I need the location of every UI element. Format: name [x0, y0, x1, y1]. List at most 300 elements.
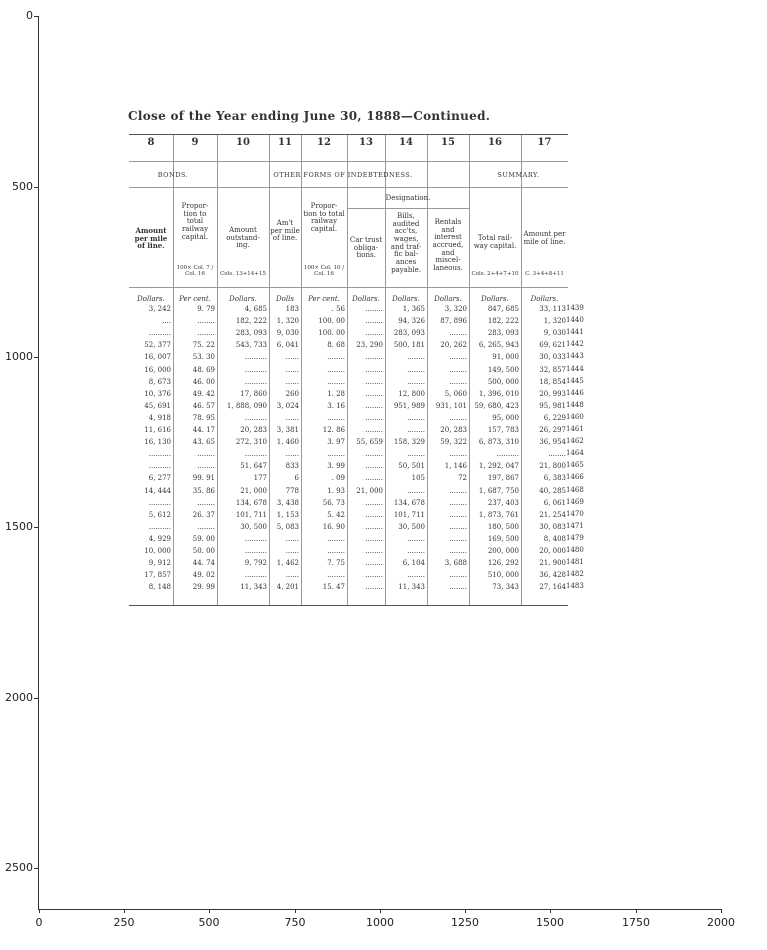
group-header-other: OTHER FORMS OF INDEBTEDNESS.: [273, 171, 413, 179]
table-cell: 101, 711: [393, 510, 425, 519]
table-cell: 36, 428: [539, 571, 566, 580]
x-tick-mark: [39, 909, 40, 913]
table-cell: ........: [327, 450, 345, 459]
table-cell: 1, 462: [276, 559, 299, 568]
table-cell: 6, 229: [543, 413, 566, 422]
table-cell: 3, 438: [276, 498, 299, 507]
table-cell: ........: [407, 365, 425, 374]
table-cell: 9. 79: [197, 305, 215, 313]
table-cell: 16. 90: [322, 522, 345, 531]
row-number: 1482: [566, 570, 584, 579]
table-cell: 59. 00: [192, 534, 215, 543]
unit-label: Dollars.: [481, 295, 509, 303]
table-cell: 5, 083: [276, 522, 299, 531]
table-cell: 30, 500: [240, 522, 267, 531]
table-cell: 8. 68: [327, 341, 345, 350]
y-tick-mark: [34, 357, 38, 358]
column-number: 12: [317, 137, 331, 148]
table-cell: 6, 061: [543, 498, 566, 507]
table-cell: ......: [285, 413, 299, 422]
table-cell: 8, 408: [543, 534, 566, 543]
table-cell: 23, 290: [356, 341, 383, 350]
x-tick-mark: [550, 909, 551, 913]
table-cell: ........: [365, 353, 383, 362]
x-tick-label: 1250: [451, 916, 479, 929]
formula: 100× Col. 7 / Col. 16: [176, 265, 214, 278]
table-cell: ........: [197, 462, 215, 471]
table-cell: 35. 86: [192, 486, 215, 495]
table-cell: ........: [407, 534, 425, 543]
table-cell: ........: [197, 317, 215, 326]
table-cell: 126, 292: [487, 559, 519, 568]
table-cell: ........: [365, 510, 383, 519]
table-cell: ........: [365, 389, 383, 398]
table-cell: 6, 277: [148, 474, 171, 483]
table-cell: 778: [285, 486, 299, 495]
table-cell: 5. 42: [327, 510, 345, 519]
row-number: 1466: [566, 473, 584, 482]
table-cell: ........: [197, 329, 215, 338]
y-tick-label: 0: [26, 9, 33, 22]
table-cell: ..........: [148, 522, 171, 531]
x-tick-label: 1500: [536, 916, 564, 929]
table-cell: 48. 69: [192, 365, 215, 374]
row-number: 1483: [566, 582, 584, 591]
table-cell: 26. 37: [192, 510, 215, 519]
table-cell: 157, 783: [487, 426, 519, 434]
table-cell: 52, 377: [144, 341, 171, 350]
row-number: 1448: [566, 400, 584, 409]
group-header-summary: SUMMARY.: [497, 171, 540, 179]
table-cell: ......: [285, 377, 299, 386]
table-cell: 51, 647: [240, 462, 267, 471]
table-cell: ..........: [244, 413, 267, 422]
row-number: 1464: [566, 449, 584, 458]
table-cell: ..........: [244, 365, 267, 374]
table-cell: 1, 873, 761: [478, 510, 519, 519]
table-cell: 6, 265, 943: [478, 341, 519, 350]
table-cell: ........: [197, 522, 215, 531]
unit-label: Per cent.: [179, 295, 211, 303]
subheader: Amount per mile of line.: [134, 226, 168, 251]
header-rule: [129, 287, 568, 288]
table-cell: 101, 711: [235, 510, 267, 519]
table-cell: 10, 000: [144, 547, 171, 555]
table-cell: ..........: [244, 547, 267, 555]
subheader: Total rail- way capital.: [473, 234, 517, 250]
table-cell: ..........: [244, 353, 267, 362]
table-cell: 1, 146: [444, 462, 467, 471]
table-cell: ........: [365, 317, 383, 326]
table-cell: ........: [365, 377, 383, 386]
unit-label: Per cent.: [308, 295, 340, 303]
table-cell: 12. 86: [322, 426, 345, 434]
table-cell: 17, 857: [144, 571, 171, 580]
table-cell: ..........: [148, 329, 171, 338]
table-cell: 260: [285, 389, 299, 398]
table-cell: 16, 000: [144, 365, 171, 374]
table-cell: ........: [365, 559, 383, 568]
table-cell: ........: [449, 498, 467, 507]
y-tick-label: 1500: [5, 520, 33, 533]
table-cell: 32, 857: [539, 365, 566, 374]
table-cell: 272, 310: [235, 438, 267, 447]
unit-label: Dollars.: [392, 295, 420, 303]
table-cell: ..........: [148, 462, 171, 471]
table-cell: 12, 800: [398, 389, 425, 398]
column-number: 15: [441, 137, 455, 148]
table-cell: . 56: [331, 305, 345, 313]
y-tick-label: 500: [12, 180, 33, 193]
column-number: 8: [147, 137, 155, 148]
table-cell: 5, 612: [148, 510, 171, 519]
table-cell: 87, 896: [440, 317, 467, 326]
subheader: Rentals and interest accrued, and miscel- laneous.: [432, 218, 464, 273]
table-cell: ........: [449, 583, 467, 592]
table-cell: 10, 376: [144, 389, 171, 398]
formula: 100× Col. 10 / Col. 16: [303, 265, 345, 278]
table-cell: ..........: [244, 377, 267, 386]
column-number: 16: [488, 137, 502, 148]
table-cell: ......: [285, 534, 299, 543]
table-cell: 3. 97: [327, 438, 345, 447]
table-cell: 3, 381: [276, 426, 299, 434]
table-cell: 72: [458, 474, 467, 483]
table-cell: 15. 47: [322, 583, 345, 592]
y-tick-mark: [34, 16, 38, 17]
table-cell: ........: [365, 571, 383, 580]
table-cell: 6, 104: [402, 559, 425, 568]
table-cell: ........: [407, 571, 425, 580]
table-cell: ........: [449, 413, 467, 422]
table-cell: ........: [449, 377, 467, 386]
row-number: 1468: [566, 485, 584, 494]
table-cell: ......: [285, 571, 299, 580]
y-tick-mark: [34, 698, 38, 699]
row-number: 1445: [566, 376, 584, 385]
table-cell: 49. 42: [192, 389, 215, 398]
table-cell: 158, 329: [393, 438, 425, 447]
y-tick-mark: [34, 527, 38, 528]
table-cell: 11, 343: [240, 583, 267, 592]
table-cell: 26, 297: [539, 426, 566, 434]
y-tick-label: 1000: [5, 350, 33, 363]
table-cell: 6, 041: [276, 341, 299, 350]
table-cell: ........: [449, 486, 467, 495]
row-number: 1479: [566, 533, 584, 542]
table-cell: 100. 00: [318, 329, 345, 338]
table-cell: 20, 283: [440, 426, 467, 434]
table-cell: 17, 860: [240, 389, 267, 398]
table-cell: ........: [327, 571, 345, 580]
table-cell: 4, 929: [148, 534, 171, 543]
table-cell: 20, 283: [240, 426, 267, 434]
row-number: 1443: [566, 352, 584, 361]
table-cell: ........: [407, 486, 425, 495]
table-cell: 18, 854: [539, 377, 566, 386]
x-tick-label: 500: [198, 916, 220, 929]
table-cell: 5, 060: [444, 389, 467, 398]
table-cell: ......: [285, 353, 299, 362]
subheader: Bills, audited acc'ts, wages, and traf- fic bal- ances payable.: [390, 212, 422, 274]
subheader: Car trust obliga- tions.: [349, 236, 383, 260]
table-cell: ........: [327, 377, 345, 386]
table-cell: 56. 73: [322, 498, 345, 507]
x-tick-mark: [124, 909, 125, 913]
row-number: 1444: [566, 364, 584, 373]
table-cell: 59, 680, 423: [474, 401, 519, 410]
subheader: Am't per mile of line.: [270, 219, 300, 243]
table-cell: 50, 501: [398, 462, 425, 471]
data-table: [129, 134, 568, 606]
table-cell: 11, 343: [398, 583, 425, 592]
table-cell: ..........: [244, 571, 267, 580]
table-cell: ........: [365, 474, 383, 483]
row-number: 1470: [566, 509, 584, 518]
table-cell: 46. 00: [192, 377, 215, 386]
column-number: 13: [359, 137, 373, 148]
table-cell: ........: [407, 377, 425, 386]
table-cell: 21, 000: [356, 486, 383, 495]
unit-label: Dollars.: [530, 295, 559, 303]
row-number: 1480: [566, 546, 584, 554]
y-tick-label: 2000: [5, 691, 33, 704]
y-tick-label: 2500: [5, 861, 33, 874]
table-cell: ........: [365, 534, 383, 543]
table-cell: 21, 800: [539, 462, 566, 471]
table-cell: 182, 222: [487, 317, 519, 326]
row-number: 1481: [566, 558, 584, 567]
row-number: 1446: [566, 388, 584, 397]
group-header-designation: Designation.: [385, 194, 431, 202]
table-cell: ..........: [244, 450, 267, 459]
table-cell: ........: [365, 522, 383, 531]
table-cell: 6: [294, 474, 299, 483]
table-cell: 3, 320: [444, 305, 467, 313]
table-cell: 1, 396, 010: [478, 389, 519, 398]
table-cell: 182, 222: [235, 317, 267, 326]
row-number: 1440: [566, 316, 584, 325]
table-cell: 1, 888, 090: [226, 401, 267, 410]
table-cell: ........: [365, 305, 383, 313]
table-cell: ........: [449, 353, 467, 362]
table-cell: ........: [407, 450, 425, 459]
table-cell: 1. 93: [327, 486, 345, 495]
table-cell: 3, 024: [276, 401, 299, 410]
table-cell: 30, 500: [398, 522, 425, 531]
formula: Cols. 2+4+7+10: [471, 271, 519, 277]
table-cell: 3. 99: [327, 462, 345, 471]
header-rule: [129, 161, 568, 162]
table-cell: 1, 292, 047: [478, 462, 519, 471]
row-number: 1461: [566, 425, 584, 433]
table-cell: 45, 691: [144, 401, 171, 410]
table-cell: ........: [449, 365, 467, 374]
table-cell: 73, 343: [492, 583, 519, 592]
table-cell: 100. 00: [318, 317, 345, 326]
unit-label: Dolls: [276, 295, 294, 303]
table-cell: 4, 685: [244, 305, 267, 313]
table-cell: 33, 113: [539, 305, 566, 313]
table-cell: 21, 254: [539, 510, 566, 519]
table-cell: 30, 083: [539, 522, 566, 531]
table-cell: 94, 326: [398, 317, 425, 326]
y-tick-mark: [34, 187, 38, 188]
column-number: 9: [191, 137, 199, 148]
table-cell: 197, 867: [487, 474, 519, 483]
formula: Cols. 13+14+15: [220, 271, 266, 277]
table-cell: 91, 000: [492, 353, 519, 362]
table-cell: 21, 900: [539, 559, 566, 568]
table-cell: 40, 285: [539, 486, 566, 495]
table-cell: 69, 621: [539, 341, 566, 350]
row-number: 1465: [566, 461, 584, 470]
table-cell: 29. 99: [192, 583, 215, 592]
table-cell: 200, 000: [487, 547, 519, 555]
table-cell: 134, 678: [235, 498, 267, 507]
table-cell: ........: [327, 413, 345, 422]
table-cell: 3, 242: [148, 305, 171, 313]
table-cell: ........: [449, 571, 467, 580]
table-cell: ........: [365, 401, 383, 410]
row-number: 1441: [566, 328, 584, 337]
table-cell: ........: [449, 510, 467, 519]
table-cell: 8, 673: [148, 377, 171, 386]
table-cell: ........: [197, 498, 215, 507]
table-cell: 95, 981: [539, 401, 566, 410]
table-cell: 20, 262: [440, 341, 467, 350]
table-cell: ........: [365, 498, 383, 507]
table-cell: 134, 678: [393, 498, 425, 507]
header-rule: [129, 187, 568, 188]
table-cell: ......: [285, 365, 299, 374]
x-tick-label: 750: [284, 916, 306, 929]
table-cell: 500, 000: [487, 377, 519, 386]
table-cell: ........: [365, 329, 383, 338]
table-cell: 20, 000: [539, 547, 566, 555]
table-cell: 1, 365: [402, 305, 425, 313]
unit-label: Dollars.: [137, 295, 165, 303]
table-cell: ........: [449, 534, 467, 543]
page-title: Close of the Year ending June 30, 1888—Continued.: [128, 109, 491, 123]
table-cell: 1, 687, 750: [478, 486, 519, 495]
subheader: Propor- tion to total railway capital.: [181, 202, 209, 241]
formula: C. 3+4+8+11: [525, 271, 564, 277]
x-tick-label: 2000: [707, 916, 735, 929]
table-cell: 53. 30: [192, 353, 215, 362]
table-cell: 78. 95: [192, 413, 215, 422]
table-cell: ........: [407, 413, 425, 422]
x-tick-label: 250: [113, 916, 135, 929]
table-cell: 500, 181: [393, 341, 425, 350]
table-cell: ..........: [148, 450, 171, 459]
table-cell: ........: [407, 547, 425, 555]
table-cell: 43. 65: [192, 438, 215, 447]
subheader: Amount per mile of line.: [523, 230, 566, 246]
row-number: 1460: [566, 412, 584, 421]
x-tick-mark: [209, 909, 210, 913]
table-cell: ........: [449, 329, 467, 338]
x-tick-label: 0: [35, 916, 43, 929]
table-cell: 16, 130: [144, 438, 171, 447]
table-cell: 9, 030: [276, 329, 299, 338]
table-cell: 14, 444: [144, 486, 171, 495]
table-cell: ........: [365, 583, 383, 592]
table-cell: 8, 148: [148, 583, 171, 592]
table-cell: 99. 91: [192, 474, 215, 483]
table-cell: ........: [548, 450, 566, 459]
row-number: 1462: [566, 437, 584, 446]
table-cell: 75. 22: [192, 341, 215, 350]
table-cell: 169, 500: [487, 534, 519, 543]
table-cell: 9, 030: [543, 329, 566, 338]
row-number: 1469: [566, 497, 584, 506]
table-cell: 3, 688: [444, 559, 467, 568]
table-cell: 3. 16: [327, 401, 345, 410]
x-tick-mark: [465, 909, 466, 913]
table-cell: ....: [162, 317, 171, 326]
column-number: 11: [278, 137, 292, 148]
row-number: 1439: [566, 304, 584, 312]
table-cell: 180, 500: [487, 522, 519, 531]
table-cell: 4, 918: [148, 413, 171, 422]
table-cell: ........: [449, 547, 467, 555]
table-cell: ..........: [244, 534, 267, 543]
unit-label: Dollars.: [352, 295, 380, 303]
x-tick-mark: [295, 909, 296, 913]
y-tick-mark: [34, 868, 38, 869]
table-cell: ........: [365, 462, 383, 471]
table-cell: 283, 093: [393, 329, 425, 338]
x-tick-label: 1750: [622, 916, 650, 929]
table-cell: 833: [285, 462, 299, 471]
column-number: 10: [236, 137, 250, 148]
table-cell: 46. 57: [192, 401, 215, 410]
column-number: 14: [399, 137, 413, 148]
table-cell: 59, 322: [440, 438, 467, 447]
table-cell: 183: [285, 305, 299, 313]
table-cell: ..........: [496, 450, 519, 459]
subheader: Amount outstand- ing.: [226, 226, 260, 250]
table-cell: 1, 320: [276, 317, 299, 326]
x-tick-mark: [721, 909, 722, 913]
table-cell: 237, 403: [487, 498, 519, 507]
table-cell: ..........: [148, 498, 171, 507]
table-cell: 4, 201: [276, 583, 299, 592]
table-cell: ........: [365, 547, 383, 555]
table-cell: 6, 383: [543, 474, 566, 483]
table-cell: ........: [449, 522, 467, 531]
subheader: Propor- tion to total railway capital.: [303, 202, 345, 234]
x-tick-mark: [380, 909, 381, 913]
group-header-bonds: BONDS.: [157, 171, 189, 179]
table-cell: 49. 02: [192, 571, 215, 580]
table-cell: ........: [365, 450, 383, 459]
table-cell: ........: [407, 353, 425, 362]
table-cell: ........: [365, 426, 383, 434]
row-number: 1442: [566, 340, 584, 349]
table-cell: 30, 033: [539, 353, 566, 362]
table-cell: ........: [327, 353, 345, 362]
table-cell: 1, 153: [276, 510, 299, 519]
table-cell: 951, 989: [393, 401, 425, 410]
table-cell: 283, 093: [487, 329, 519, 338]
table-cell: 44. 17: [192, 426, 215, 434]
table-cell: 36, 954: [539, 438, 566, 447]
column-number: 17: [537, 137, 552, 148]
unit-label: Dollars.: [229, 295, 257, 303]
table-cell: 105: [411, 474, 425, 483]
